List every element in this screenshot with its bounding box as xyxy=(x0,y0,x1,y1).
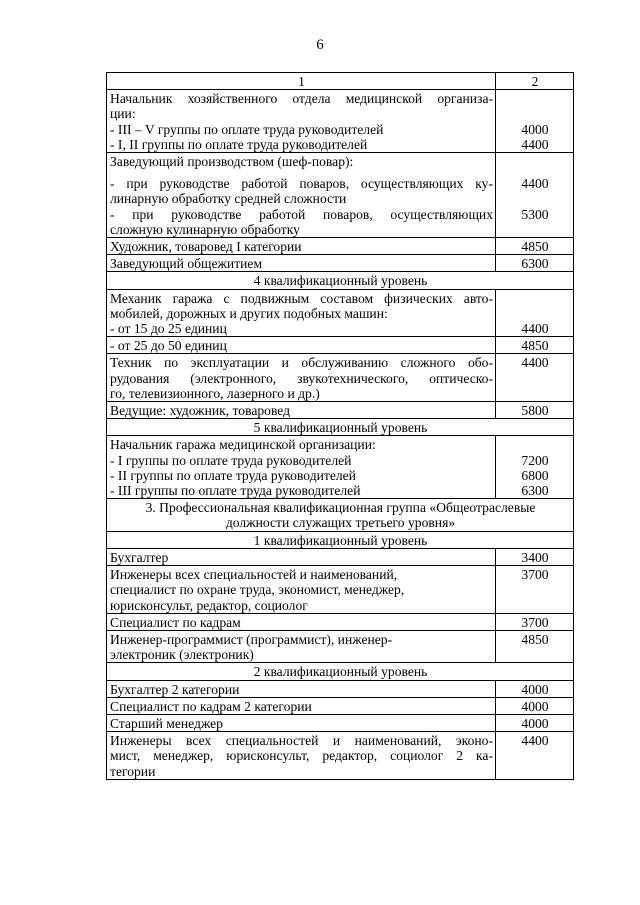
group-heading-line: должности служащих третьего уровня» xyxy=(225,515,456,531)
position-text: Инженеры всех специальностей и наименований, эконо- xyxy=(110,733,493,749)
table-row xyxy=(107,680,574,697)
salary-value: 6300 xyxy=(496,255,574,272)
position-item-cont: линарную обработку средней сложности xyxy=(110,191,347,207)
position-item-cont: сложную кулинарную обработку xyxy=(110,221,300,237)
position-title-cont: ции: xyxy=(110,106,136,122)
position-cell: Бухгалтер 2 категории xyxy=(107,680,496,697)
position-text: го, телевизионного, лазерного и др.) xyxy=(110,385,320,401)
position-text: Инженер-программист (программист), инженер- xyxy=(110,631,393,647)
position-text: Инженеры всех специальностей и наименований, xyxy=(110,567,398,583)
table-row xyxy=(107,402,574,419)
position-cell: Специалист по кадрам 2 категории xyxy=(107,697,496,714)
salary-value: 5800 xyxy=(496,402,574,419)
level-heading-row xyxy=(107,531,574,548)
position-cell: Ведущие: художник, товаровед xyxy=(107,402,496,419)
position-cell xyxy=(107,566,496,614)
qualification-level-heading: 2 квалификационный уровень xyxy=(107,663,574,680)
table-row xyxy=(107,697,574,714)
table-row xyxy=(107,613,574,630)
position-text: специалист по охране труда, экономист, менеджер, xyxy=(110,582,405,598)
table-row xyxy=(107,153,574,238)
position-item: - I, II группы по оплате труда руководителей xyxy=(110,136,368,152)
position-cell xyxy=(107,732,496,780)
salary-value: 4400 xyxy=(521,321,549,337)
position-item: - I группы по оплате труда руководителей xyxy=(110,452,352,468)
table-header-row xyxy=(107,73,574,90)
table-row xyxy=(107,289,574,337)
salary-value: 4400 xyxy=(496,354,574,402)
table-row xyxy=(107,548,574,565)
salary-value: 3400 xyxy=(496,548,574,565)
position-text: Техник по эксплуатации и обслуживанию сложного обо- xyxy=(110,355,493,371)
position-item: - при руководстве работой поваров, осуществляющих ку- xyxy=(110,176,493,192)
level-heading-row xyxy=(107,272,574,289)
position-title: Начальник хозяйственного отдела медицинской организа- xyxy=(110,91,493,107)
table-row xyxy=(107,90,574,153)
group-heading-line: 3. Профессиональная квалификационная группа «Общеотраслевые xyxy=(145,500,536,516)
level-heading-row xyxy=(107,419,574,436)
salary-value: 6800 xyxy=(521,467,549,483)
position-text: тегории xyxy=(110,763,156,779)
position-cell xyxy=(107,153,496,238)
table-row xyxy=(107,714,574,731)
table-row xyxy=(107,732,574,780)
header-col-1: 1 xyxy=(107,73,496,90)
salary-value: 7200 xyxy=(521,452,549,468)
salary-value: 6300 xyxy=(521,483,549,499)
table-row xyxy=(107,566,574,614)
salary-value: 4850 xyxy=(496,337,574,354)
position-item: - II группы по оплате труда руководителей xyxy=(110,467,356,483)
page-number: 6 xyxy=(316,37,324,53)
salary-value: 4000 xyxy=(521,121,549,137)
salary-value: 4850 xyxy=(496,630,574,662)
position-cell xyxy=(107,90,496,153)
position-title: Механик гаража с подвижным составом физических авто- xyxy=(110,290,493,306)
position-cell: - от 25 до 50 единиц xyxy=(107,337,496,354)
position-text: юрисконсульт, редактор, социолог xyxy=(110,597,308,613)
position-cell xyxy=(107,436,496,499)
table-row xyxy=(107,255,574,272)
salary-table xyxy=(106,72,574,780)
salary-value: 4000 xyxy=(496,714,574,731)
position-title: Начальник гаража медицинской организации: xyxy=(110,437,376,453)
position-title: Заведующий производством (шеф-повар): xyxy=(110,154,354,170)
table-row xyxy=(107,337,574,354)
position-title-cont: мобилей, дорожных и других подобных машин: xyxy=(110,305,388,321)
qualification-level-heading: 5 квалификационный уровень xyxy=(107,419,574,436)
salary-value: 3700 xyxy=(496,613,574,630)
group-heading-row xyxy=(107,499,574,531)
position-cell: Старший менеджер xyxy=(107,714,496,731)
position-cell xyxy=(107,289,496,337)
table-row xyxy=(107,238,574,255)
position-text: мист, менеджер, юрисконсульт, редактор, социолог 2 ка- xyxy=(110,748,493,764)
salary-cell xyxy=(496,153,574,238)
qualification-group-heading xyxy=(107,499,574,531)
qualification-level-heading: 1 квалификационный уровень xyxy=(107,531,574,548)
salary-value: 4850 xyxy=(496,238,574,255)
position-text: рудования (электронного, звукотехнического, оптическо- xyxy=(110,370,493,386)
salary-value: 4000 xyxy=(496,697,574,714)
position-item: - III группы по оплате труда руководителей xyxy=(110,483,361,499)
table-row xyxy=(107,630,574,662)
salary-cell xyxy=(496,436,574,499)
level-heading-row xyxy=(107,663,574,680)
position-cell xyxy=(107,630,496,662)
position-cell xyxy=(107,354,496,402)
position-cell: Художник, товаровед I категории xyxy=(107,238,496,255)
position-item: - при руководстве работой поваров, осуществляющих xyxy=(110,206,493,222)
salary-cell xyxy=(496,289,574,337)
salary-value: 4400 xyxy=(496,732,574,780)
salary-value: 4400 xyxy=(521,176,549,192)
salary-value: 3700 xyxy=(496,566,574,614)
header-col-2: 2 xyxy=(496,73,574,90)
position-item: - III – V группы по оплате труда руководителей xyxy=(110,121,384,137)
position-text: электроник (электроник) xyxy=(110,647,254,663)
salary-cell xyxy=(496,90,574,153)
table-row xyxy=(107,436,574,499)
salary-value: 4000 xyxy=(496,680,574,697)
salary-value: 5300 xyxy=(521,206,549,222)
position-cell: Заведующий общежитием xyxy=(107,255,496,272)
table-row xyxy=(107,354,574,402)
qualification-level-heading: 4 квалификационный уровень xyxy=(107,272,574,289)
position-cell: Специалист по кадрам xyxy=(107,613,496,630)
position-item: - от 15 до 25 единиц xyxy=(110,321,227,337)
salary-value: 4400 xyxy=(521,136,549,152)
position-cell: Бухгалтер xyxy=(107,548,496,565)
